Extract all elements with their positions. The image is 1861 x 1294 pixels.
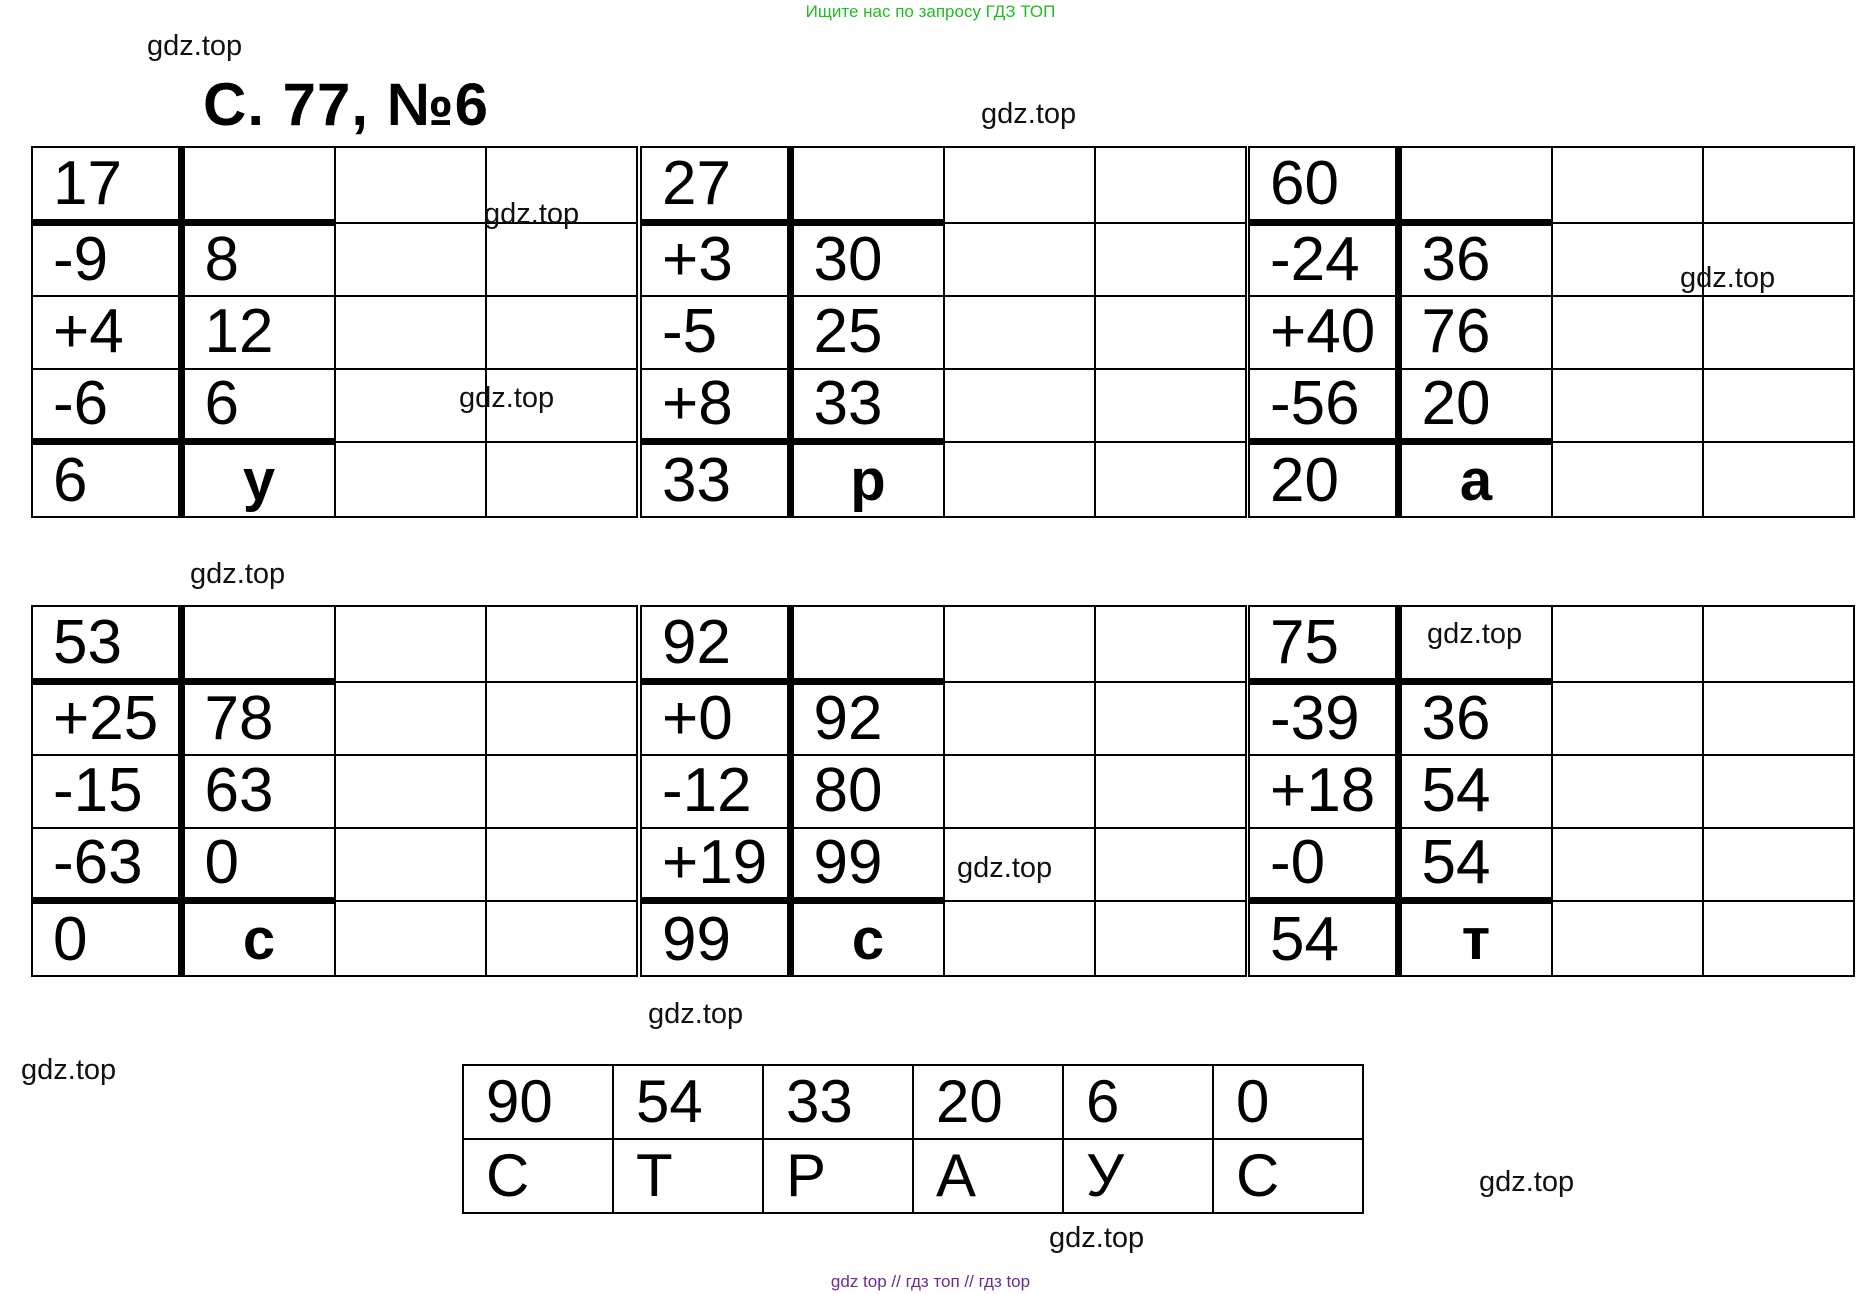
grid-start-row xyxy=(1249,606,1854,682)
grid-5 xyxy=(640,605,1247,977)
answer-letter: У xyxy=(1063,1139,1213,1213)
empty-cell xyxy=(1095,296,1246,369)
operation-value: -0 xyxy=(1249,828,1398,901)
operation-value: +18 xyxy=(1249,755,1398,828)
intermediate-result: 0 xyxy=(181,828,335,901)
intermediate-result: 12 xyxy=(181,296,335,369)
final-result: 6 xyxy=(32,442,181,518)
grid-operation-row xyxy=(32,223,637,296)
grid-6 xyxy=(1248,605,1855,977)
watermark: gdz.top xyxy=(957,852,1053,884)
watermark: gdz.top xyxy=(1427,618,1523,650)
operation-value: -9 xyxy=(32,223,181,296)
empty-cell xyxy=(944,296,1095,369)
result-letter: т xyxy=(1398,901,1552,977)
empty-cell xyxy=(1703,755,1854,828)
grid-result-row xyxy=(32,901,637,977)
empty-cell xyxy=(335,223,486,296)
grid-result-row xyxy=(1249,901,1854,977)
empty-cell xyxy=(1703,682,1854,755)
empty-cell xyxy=(944,147,1095,223)
grid-result-row xyxy=(1249,442,1854,518)
result-letter: с xyxy=(181,901,335,977)
watermark: gdz.top xyxy=(459,382,555,414)
operation-value: -39 xyxy=(1249,682,1398,755)
grid-operation-row xyxy=(1249,369,1854,442)
answer-number: 90 xyxy=(463,1065,613,1139)
intermediate-result: 30 xyxy=(790,223,944,296)
empty-cell xyxy=(335,442,486,518)
empty-cell xyxy=(944,755,1095,828)
empty-cell xyxy=(335,755,486,828)
operation-value: -5 xyxy=(641,296,790,369)
empty-cell xyxy=(1703,147,1854,223)
intermediate-result: 25 xyxy=(790,296,944,369)
grid-operation-row xyxy=(641,755,1246,828)
watermark: gdz.top xyxy=(21,1054,117,1086)
empty-cell xyxy=(335,296,486,369)
empty-cell xyxy=(1703,369,1854,442)
operation-value: -6 xyxy=(32,369,181,442)
empty-cell xyxy=(1095,828,1246,901)
grid-operation-row xyxy=(1249,682,1854,755)
answer-letter: С xyxy=(463,1139,613,1213)
empty-cell xyxy=(486,828,637,901)
operation-value: -24 xyxy=(1249,223,1398,296)
empty-cell xyxy=(944,901,1095,977)
empty-cell xyxy=(335,147,486,223)
empty-cell xyxy=(1703,901,1854,977)
empty-cell xyxy=(1095,755,1246,828)
empty-cell xyxy=(1552,828,1703,901)
grid-start-row xyxy=(641,606,1246,682)
final-result: 54 xyxy=(1249,901,1398,977)
answer-number: 54 xyxy=(613,1065,763,1139)
intermediate-result: 36 xyxy=(1398,223,1552,296)
answer-letters-row xyxy=(463,1139,1363,1213)
answer-table xyxy=(462,1064,1364,1214)
empty-cell xyxy=(1703,442,1854,518)
empty-cell xyxy=(335,682,486,755)
answer-letter: Р xyxy=(763,1139,913,1213)
result-letter: а xyxy=(1398,442,1552,518)
answer-numbers-row xyxy=(463,1065,1363,1139)
page-title: С. 77, №6 xyxy=(203,71,490,138)
start-value: 53 xyxy=(32,606,181,682)
search-banner: Ищите нас по запросу ГДЗ ТОП xyxy=(805,2,1056,21)
empty-cell xyxy=(486,755,637,828)
result-letter: с xyxy=(790,901,944,977)
empty-cell xyxy=(335,828,486,901)
empty-cell xyxy=(1703,296,1854,369)
grid-start-row xyxy=(32,606,637,682)
grid-operation-row xyxy=(641,369,1246,442)
grid-3 xyxy=(1248,146,1855,518)
operation-value: +4 xyxy=(32,296,181,369)
intermediate-result: 78 xyxy=(181,682,335,755)
operation-value: +40 xyxy=(1249,296,1398,369)
operation-value: +19 xyxy=(641,828,790,901)
grid-result-row xyxy=(641,442,1246,518)
answer-number: 33 xyxy=(763,1065,913,1139)
empty-cell xyxy=(1552,606,1703,682)
intermediate-result: 20 xyxy=(1398,369,1552,442)
operation-value: +25 xyxy=(32,682,181,755)
intermediate-result: 8 xyxy=(181,223,335,296)
operation-value: -63 xyxy=(32,828,181,901)
grid-operation-row xyxy=(32,828,637,901)
answer-letter: Т xyxy=(613,1139,763,1213)
intermediate-result: 54 xyxy=(1398,755,1552,828)
answer-number: 6 xyxy=(1063,1065,1213,1139)
final-result: 20 xyxy=(1249,442,1398,518)
grid-operation-row xyxy=(1249,755,1854,828)
answer-number: 0 xyxy=(1213,1065,1363,1139)
final-result: 0 xyxy=(32,901,181,977)
operation-value: -15 xyxy=(32,755,181,828)
empty-cell xyxy=(486,682,637,755)
empty-cell xyxy=(181,606,335,682)
empty-cell xyxy=(1552,296,1703,369)
watermark: gdz.top xyxy=(1479,1166,1575,1198)
watermark: gdz.top xyxy=(147,30,243,62)
empty-cell xyxy=(1552,755,1703,828)
empty-cell xyxy=(944,682,1095,755)
operation-value: +3 xyxy=(641,223,790,296)
empty-cell xyxy=(1095,147,1246,223)
footer-links: gdz top // гдз топ // гдз top xyxy=(830,1272,1031,1291)
watermark: gdz.top xyxy=(648,998,744,1030)
empty-cell xyxy=(944,606,1095,682)
empty-cell xyxy=(486,296,637,369)
empty-cell xyxy=(486,606,637,682)
answer-number: 20 xyxy=(913,1065,1063,1139)
empty-cell xyxy=(944,369,1095,442)
empty-cell xyxy=(1398,147,1552,223)
empty-cell xyxy=(1552,147,1703,223)
empty-cell xyxy=(1095,369,1246,442)
empty-cell xyxy=(1095,442,1246,518)
operation-value: +0 xyxy=(641,682,790,755)
empty-cell xyxy=(1552,442,1703,518)
grid-result-row xyxy=(32,442,637,518)
operation-value: +8 xyxy=(641,369,790,442)
watermark: gdz.top xyxy=(981,98,1077,130)
final-result: 33 xyxy=(641,442,790,518)
empty-cell xyxy=(486,442,637,518)
start-value: 60 xyxy=(1249,147,1398,223)
answer-letter: С xyxy=(1213,1139,1363,1213)
operation-value: -12 xyxy=(641,755,790,828)
grid-operation-row xyxy=(32,296,637,369)
empty-cell xyxy=(181,147,335,223)
result-letter: у xyxy=(181,442,335,518)
watermark: gdz.top xyxy=(484,198,580,230)
empty-cell xyxy=(790,147,944,223)
intermediate-result: 63 xyxy=(181,755,335,828)
empty-cell xyxy=(1703,606,1854,682)
empty-cell xyxy=(1095,223,1246,296)
grid-operation-row xyxy=(1249,828,1854,901)
grid-operation-row xyxy=(641,296,1246,369)
grid-4 xyxy=(31,605,638,977)
grid-operation-row xyxy=(641,223,1246,296)
empty-cell xyxy=(1552,369,1703,442)
intermediate-result: 92 xyxy=(790,682,944,755)
watermark: gdz.top xyxy=(190,558,286,590)
start-value: 92 xyxy=(641,606,790,682)
grid-operation-row xyxy=(32,682,637,755)
empty-cell xyxy=(486,901,637,977)
grid-2 xyxy=(640,146,1247,518)
empty-cell xyxy=(1552,901,1703,977)
empty-cell xyxy=(486,223,637,296)
intermediate-result: 80 xyxy=(790,755,944,828)
result-letter: р xyxy=(790,442,944,518)
intermediate-result: 99 xyxy=(790,828,944,901)
grid-operation-row xyxy=(1249,296,1854,369)
grid-start-row xyxy=(641,147,1246,223)
empty-cell xyxy=(1703,828,1854,901)
operation-value: -56 xyxy=(1249,369,1398,442)
empty-cell xyxy=(335,901,486,977)
empty-cell xyxy=(1095,901,1246,977)
grid-start-row xyxy=(1249,147,1854,223)
answer-letter: А xyxy=(913,1139,1063,1213)
grid-operation-row xyxy=(641,828,1246,901)
empty-cell xyxy=(335,606,486,682)
grid-result-row xyxy=(641,901,1246,977)
intermediate-result: 76 xyxy=(1398,296,1552,369)
final-result: 99 xyxy=(641,901,790,977)
empty-cell xyxy=(944,223,1095,296)
intermediate-result: 33 xyxy=(790,369,944,442)
watermark: gdz.top xyxy=(1049,1222,1145,1254)
empty-cell xyxy=(1552,682,1703,755)
start-value: 27 xyxy=(641,147,790,223)
intermediate-result: 6 xyxy=(181,369,335,442)
intermediate-result: 54 xyxy=(1398,828,1552,901)
empty-cell xyxy=(944,442,1095,518)
grid-operation-row xyxy=(32,755,637,828)
start-value: 75 xyxy=(1249,606,1398,682)
start-value: 17 xyxy=(32,147,181,223)
grid-operation-row xyxy=(641,682,1246,755)
empty-cell xyxy=(1095,606,1246,682)
intermediate-result: 36 xyxy=(1398,682,1552,755)
empty-cell xyxy=(790,606,944,682)
watermark: gdz.top xyxy=(1680,262,1776,294)
empty-cell xyxy=(1095,682,1246,755)
